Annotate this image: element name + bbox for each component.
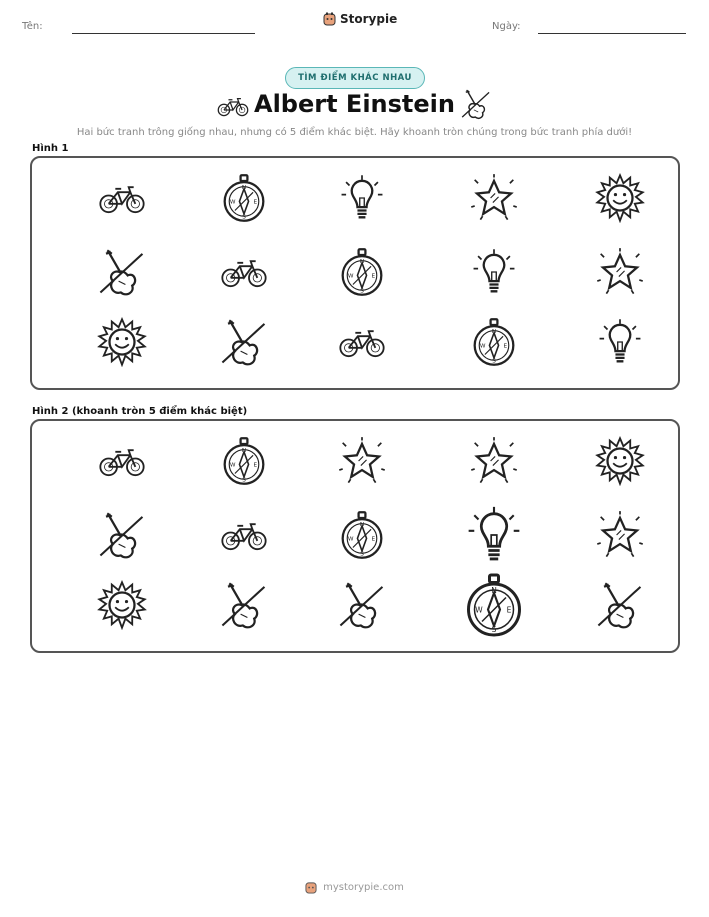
star-icon[interactable] — [595, 510, 645, 560]
compass-icon[interactable] — [219, 436, 269, 486]
instructions: Hai bức tranh trông giống nhau, nhưng có 5 điểm khác biệt. Hãy khoanh tròn chúng trong bức tranh phía dưới! — [76, 127, 633, 138]
sun-icon — [595, 173, 645, 223]
violin-icon[interactable] — [337, 580, 387, 630]
footer-url[interactable]: mystorypie.com — [323, 882, 404, 893]
sun-icon — [97, 317, 147, 367]
logo-text: Storypie — [340, 12, 398, 26]
storypie-logo — [323, 12, 397, 26]
compass-icon — [337, 247, 387, 297]
picture-2-panel[interactable] — [30, 419, 680, 653]
page-title: Albert Einstein — [254, 90, 455, 118]
star-icon — [595, 247, 645, 297]
sun-icon[interactable] — [595, 436, 645, 486]
violin-icon[interactable] — [219, 580, 269, 630]
bicycle-icon[interactable] — [97, 436, 147, 486]
violin-icon[interactable] — [97, 510, 147, 560]
bicycle-icon — [219, 247, 269, 297]
compass-icon[interactable] — [337, 510, 387, 560]
compass-icon[interactable] — [461, 572, 527, 638]
storypie-mascot-icon — [323, 12, 336, 26]
lightbulb-icon — [469, 247, 519, 297]
violin-icon — [97, 247, 147, 297]
name-line[interactable] — [72, 33, 255, 34]
panel-2-label: Hình 2 (khoanh tròn 5 điểm khác biệt) — [32, 406, 248, 417]
picture-1-panel — [30, 156, 680, 390]
star-icon — [469, 173, 519, 223]
footer — [0, 881, 709, 894]
compass-icon — [469, 317, 519, 367]
sun-icon[interactable] — [97, 580, 147, 630]
bicycle-icon — [337, 317, 387, 367]
panel-1-label: Hình 1 — [32, 143, 69, 154]
lightbulb-icon — [337, 173, 387, 223]
violin-icon — [219, 317, 269, 367]
date-line[interactable] — [538, 33, 686, 34]
storypie-mascot-icon — [305, 881, 317, 894]
violin-icon[interactable] — [595, 580, 645, 630]
star-icon[interactable] — [337, 436, 387, 486]
worksheet-type-badge: TÌM ĐIỂM KHÁC NHAU — [285, 67, 425, 89]
bicycle-icon[interactable] — [219, 510, 269, 560]
lightbulb-icon[interactable] — [463, 504, 525, 566]
violin-icon — [460, 88, 492, 120]
compass-icon — [219, 173, 269, 223]
date-label: Ngày: — [492, 21, 521, 32]
lightbulb-icon — [595, 317, 645, 367]
name-label: Tên: — [22, 21, 43, 32]
star-icon[interactable] — [469, 436, 519, 486]
bicycle-icon — [97, 173, 147, 223]
